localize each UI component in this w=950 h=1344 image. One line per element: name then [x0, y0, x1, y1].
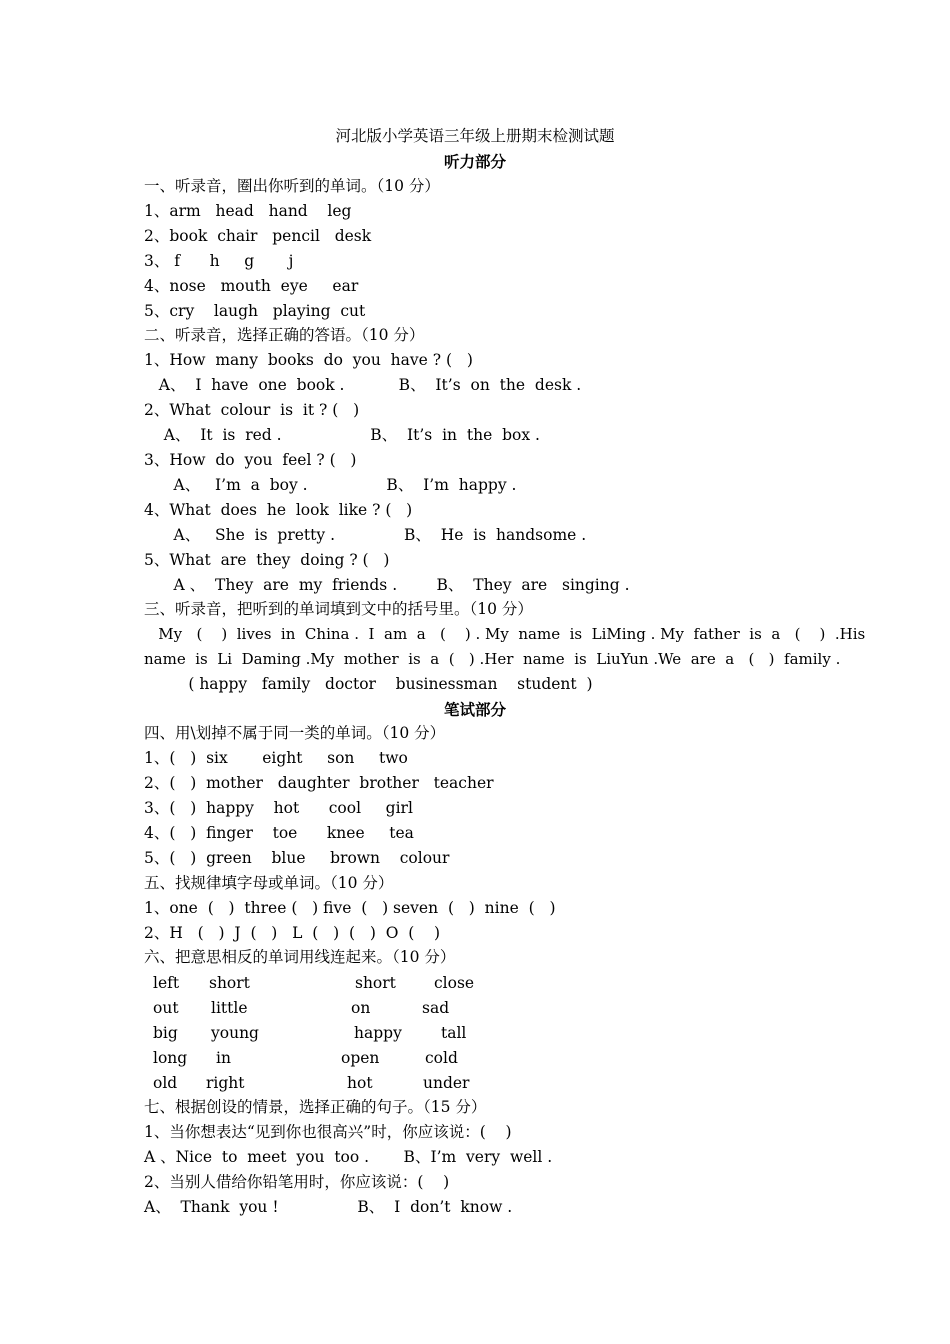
match-word: happy: [354, 1024, 402, 1042]
match-word: right: [206, 1074, 245, 1092]
section-5-item: 2、H ( ) J ( ) L ( ) ( ) O ( ): [144, 924, 441, 942]
match-word: old: [153, 1074, 178, 1092]
section-2-line: 3、How do you feel ? ( ): [144, 451, 357, 469]
section-7-heading: 七、根据创设的情景，选择正确的句子。（15 分）: [144, 1098, 487, 1116]
section-2-line: A 、 They are my friends . B、 They are singing .: [144, 576, 630, 594]
match-word: tall: [441, 1024, 467, 1042]
section-3-word-bank: ( happy family doctor businessman student ): [144, 675, 593, 693]
match-word: on: [351, 999, 371, 1017]
section-2-line: A、 I have one book . B、 It’s on the desk .: [144, 376, 582, 394]
section-6-heading: 六、把意思相反的单词用线连起来。（10 分）: [144, 948, 456, 966]
section-2-heading: 二、听录音，选择正确的答语。（10 分）: [144, 326, 425, 344]
section-2-line: 5、What are they doing ? ( ): [144, 551, 390, 569]
section-4-heading: 四、用\划掉不属于同一类的单词。（10 分）: [144, 724, 446, 742]
match-word: short: [209, 974, 250, 992]
section-7-line: 1、当你想表达“见到你也很高兴”时，你应该说：( ): [144, 1123, 512, 1141]
section-1-heading: 一、听录音，圈出你听到的单词。（10 分）: [144, 177, 440, 195]
section-5-item: 1、one ( ) three ( ) five ( ) seven ( ) nine ( ): [144, 899, 556, 917]
section-1-item: 1、arm head hand leg: [144, 202, 352, 220]
section-4-item: 4、( ) finger toe knee tea: [144, 824, 414, 842]
section-4-item: 1、( ) six eight son two: [144, 749, 408, 767]
section-1-item: 5、cry laugh playing cut: [144, 302, 366, 320]
section-1-item: 4、nose mouth eye ear: [144, 277, 359, 295]
section-7-line: 2、当别人借给你铅笔用时，你应该说：( ): [144, 1173, 450, 1191]
section-4-item: 3、( ) happy hot cool girl: [144, 799, 413, 817]
section-1-item: 2、book chair pencil desk: [144, 227, 372, 245]
section-4-item: 2、( ) mother daughter brother teacher: [144, 774, 494, 792]
listening-heading: 听力部分: [443, 152, 506, 171]
match-word: open: [341, 1049, 380, 1067]
match-word: sad: [422, 999, 450, 1017]
match-word: short: [355, 974, 396, 992]
section-1-item: 3、 f h g j: [144, 252, 294, 270]
match-word: little: [211, 999, 248, 1017]
match-word: hot: [347, 1074, 373, 1092]
section-7-line: A、 Thank you ! B、 I don’t know .: [144, 1198, 513, 1216]
document-title: 河北版小学英语三年级上册期末检测试题: [335, 127, 615, 145]
match-word: in: [216, 1049, 231, 1067]
match-word: close: [434, 974, 475, 992]
match-word: under: [423, 1074, 470, 1092]
section-2-line: A、 I’m a boy . B、 I’m happy .: [144, 476, 517, 494]
section-7-line: A 、Nice to meet you too . B、I’m very well .: [144, 1148, 553, 1166]
section-3-line: My ( ) lives in China . I am a ( ) . My name is LiMing . My father is a ( ) .His: [144, 625, 866, 643]
section-2-line: A、 She is pretty . B、 He is handsome .: [144, 526, 587, 544]
section-2-line: 4、What does he look like ? ( ): [144, 501, 413, 519]
match-word: big: [153, 1024, 178, 1042]
match-word: out: [153, 999, 179, 1017]
section-4-item: 5、( ) green blue brown colour: [144, 849, 450, 867]
section-3-line: name is Li Daming .My mother is a ( ) .Her name is LiuYun .We are a ( ) family .: [144, 650, 841, 668]
match-word: cold: [425, 1049, 458, 1067]
written-heading: 笔试部分: [443, 700, 506, 719]
section-2-line: 1、How many books do you have ? ( ): [144, 351, 473, 369]
match-word: long: [153, 1049, 188, 1067]
section-2-line: A、 It is red . B、 It’s in the box .: [144, 426, 540, 444]
match-word: left: [153, 974, 180, 992]
section-3-heading: 三、听录音，把听到的单词填到文中的括号里。（10 分）: [144, 600, 533, 618]
match-word: young: [211, 1024, 259, 1042]
section-5-heading: 五、找规律填字母或单词。（10 分）: [144, 874, 394, 892]
section-2-line: 2、What colour is it ? ( ): [144, 401, 360, 419]
